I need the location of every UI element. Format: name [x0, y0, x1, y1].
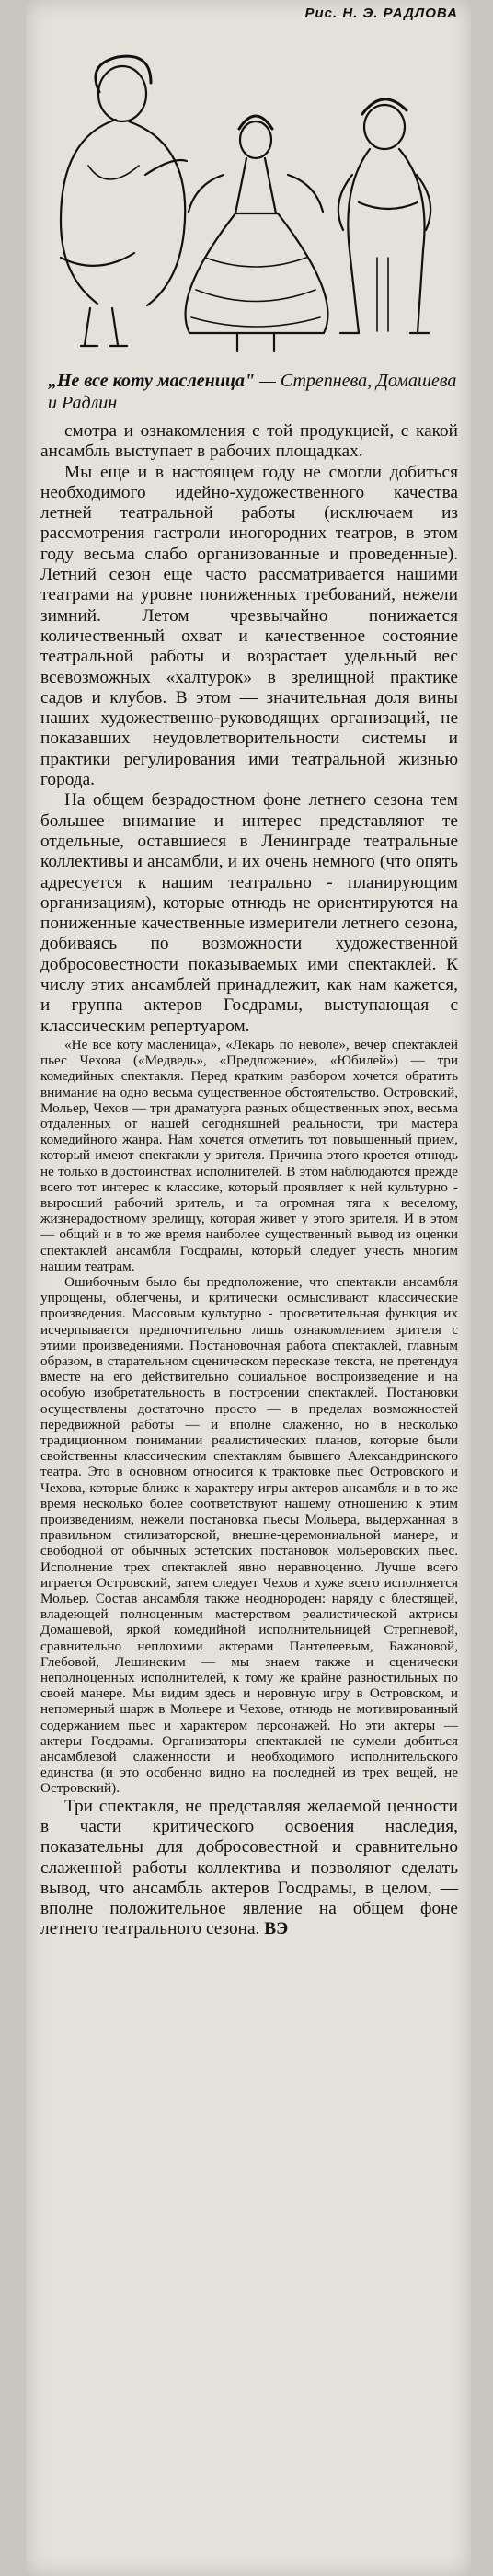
- figure-right-man: [338, 99, 430, 333]
- caption-cast: — Стрепнева, Домашева и Радлин: [48, 371, 457, 413]
- article-paragraph: смотра и ознакомления с той продукцией, с какой ансамбль выступает в рабочих площадках.: [40, 421, 458, 462]
- illustration-caption: [48, 370, 462, 414]
- caption-play-title: „Не все коту масленица": [48, 371, 256, 391]
- article-paragraph: Мы еще и в настоящем году не смогли добиться необходимого идейно-художественного качества летней театральной работы (исключаем из рассмотрения гастроли иногородних театров, в этом году весьма слабо организованные и проведенные). Летний сезон еще часто рассматривается нашими театрами на уровне пониженных требований, нежели зимний. Летом чрезвычайно понижается количественный охват и качественное состояние театральной работы и возрастает удельный вес всевозможных «халтурок» в зрелищной практике садов и клубов. В этом — значительная доля вины наших художественно-руководящих организаций, не показавших неудовлетворительности системы и практики регулирования ими театральной жизнью города.: [40, 462, 458, 790]
- article-conclusion: [40, 1797, 458, 1940]
- conclusion-text: Три спектакля, не представляя желаемой ценности в части критического освоения наследия, показательны для добросовестной и сравнительно слаженной работы коллектива и позволяют сделать вывод, что ансамбль актеров Госдрамы, в целом, — вполне положительное явление на общем фоне летнего театрального сезона.: [40, 1796, 458, 1939]
- illustration-credit: Рис. Н. Э. РАДЛОВА: [304, 6, 458, 21]
- article-paragraph-small: Ошибочным было бы предположение, что спектакли ансамбля упрощены, облегчены, и критически осмысливают классические произведения. Массовым культурно - просветительная функция их исчерпывается предпочтительно лишь ознакомлением зрителя с этими произведениями. Постановочная работа спектаклей, главным образом, в старательном сценическом пересказе текста, не претендуя вместе на его действительно социальное воспроизведение и на особую изобретательность в построении спектаклей. Постановки осуществлены достаточно просто — в пределах возможностей передвижной работы — и вполне слаженно, но в несколько традиционном понимании реалистических планов, которые были свойственны классическим спектаклям бывшего Александринского театра. Это в основном относится к трактовке пьес Островского и Чехова, которые ближе к характеру игры актеров ансамбля и в то же время несколько более соответствуют нашему отношению к этим произведениям, нежели постановка пьесы Мольера, выдержанная в правильном стилизаторской, внешне-церемониальной манере, и свободной от обычных эстетских постановок мольеровских пьес. Исполнение трех спектаклей явно неравноценно. Лучше всего играется Островский, затем следует Чехов и хуже всего исполняется Мольер. Состав ансамбля также неоднороден: наряду с блестящей, владеющей полноценным мастерством реалистической актрисы Домашевой, яркой комедийной исполнительницей Стрепневой, сравнительно неплохими актерами Пантелеевым, Бажановой, Глебовой, Лешинским — мы знаем также и сценически неполноценных исполнителей, к тому же крайне разностильных по своей манере. Мы видим здесь и неровную игру в Островском, и непомерный шарж в Мольере и Чехове, отнюдь не мотивированный содержанием пьес и характером персонажей. Но эти актеры — актеры Госдрамы. Организаторы спектаклей не сумели добиться ансамблевой слаженности и необходимого исполнительского единства (и это особенно видно на последней из трех вещей, не Островский).: [40, 1273, 458, 1797]
- figure-left-woman: [61, 56, 187, 346]
- figure-center-dancer: [186, 116, 328, 351]
- newspaper-clipping: [26, 0, 471, 2576]
- caricature-illustration: [35, 37, 467, 377]
- author-signature: ВЭ: [264, 1919, 289, 1939]
- article-paragraph-small: «Не все коту масленица», «Лекарь по неволе», вечер спектаклей пьес Чехова («Медведь», «Предложение», «Юбилей») — три комедийных спектакля. Перед кратким разбором хочется обратить внимание на одно весьма существенное обстоятельство. Островский, Мольер, Чехов — три драматурга разных общественных эпох, весьма отдаленных от нашей сегодняшней реальности, три мастера комедийного жанра. Нам хочется отметить тот повышенный прием, который имеют спектакли у зрителя. Причина этого кроется отнюдь не только в достоинствах исполнителей. В этом наблюдаются прежде всего тот интерес к классике, который проявляет к ней культурно - выросший рабочий зритель, и та огромная тяга к веселому, жизнерадостному зрелищу, которая живет у этого зрителя. И в этом — общий и в то же время наиболее существенный вывод из оценки спектаклей ансамбля Госдрамы, который следует учесть многим нашим театрам.: [40, 1036, 458, 1274]
- article-paragraph: На общем безрадостном фоне летнего сезона тем большее внимание и интерес представляют те отдельные, оставшиеся в Ленинграде театральные коллективы и ансамбли, и их очень немного (что опять адресуется к нашим театрально - планирующим организациям), которые отнюдь не ориентируются на пониженные качественные измерители летнего сезона, добиваясь по возможности художественной добросовестности показываемых ими спектаклей. К числу этих ансамблей принадлежит, как нам кажется, и группа актеров Госдрамы, выступающая с классическим репертуаром.: [40, 790, 458, 1036]
- review-article: [40, 421, 458, 1940]
